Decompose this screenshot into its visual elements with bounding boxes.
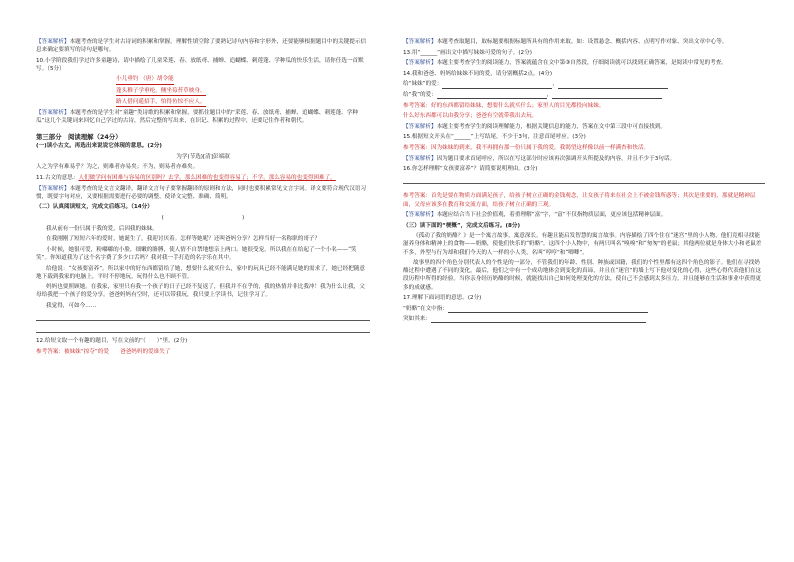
story-paragraph: 妈妈也要照顾她。在我家，家里只有我一个孩子的日子已经不复返了，但我并不在乎的，我的热情并非比我冲！我为什么让我，父母给我把一个孩子的爱分享。爸爸妈妈有空时，还可以带我玩，我只要上学读书，记住学习了。 <box>36 284 365 299</box>
analysis-tag: 【答案解析】 <box>36 109 70 116</box>
question-12: 12.给短文取一个有趣的题目，写在文前的“（ ）”里。(2分) <box>36 338 188 345</box>
answer-line <box>403 176 765 184</box>
analysis-text: 本题主要考查学生的阅读理解能力，根据关键信息的能力，答案在文中第三段中可直接找到。 <box>436 123 666 130</box>
answer-text: 好的东西都留给妹妹，想要什么就买什么；家里人的目光都投向妹妹。 <box>430 102 605 109</box>
subsection-heading-3: （三）读下面的“梗概”，完成文后练习。(8分) <box>403 222 521 229</box>
answer-row: “奶酪”在文中指： <box>403 305 765 313</box>
question-11-answer: 人们做学问有困难与容易的区别吗？去学，那么困难的也变得容易了；不学，那么容易的也变得困难了。 <box>78 175 336 182</box>
analysis-tag: 【答案解析】 <box>403 39 437 45</box>
story-paragraph: 《孤动了我的奶酪？》是一个寓言故事，寓意深长，有趣且能启发智慧的寓言故事。内容描绘了四个住在“迷宫”里的小人物，他们竞相寻找能滋养身体和精神上的食物——奶酪，使他们快乐的“奶酪”。这四个小人物中，有两只叫名“嗅嗅”和“匆匆”的老鼠；其他两位就是身体大小和老鼠差不多，外型与行为却和我们今天的人一样的小人类，名叫“哼哼”和“唧唧”。 <box>403 233 762 256</box>
story-paragraph: 给他说：“女孩要富养”。所以家中的好东西都留给了她，想要什么就买什么，家中的玩具已经不能满足她的需求了，她已经把随意地下载到我家的电脑上，平时不停地玩，玩得什么也不顾不管。 <box>36 265 365 280</box>
poem-answer <box>116 75 370 108</box>
section-heading-part3: 第三部分 阅读理解（24分） <box>36 132 122 141</box>
answer-text: 什么好东西都可以由我分享；爸爸有空就带我出去玩。 <box>403 113 538 120</box>
analysis-tag: 【答案解析】 <box>403 155 437 162</box>
classic-title: 为学(节选)[清]彭端淑 <box>176 153 230 160</box>
left-column <box>36 38 370 358</box>
question-12-answer <box>36 348 370 356</box>
poem-line-2: 路人借问遥招手，怕得鱼惊不应人。 <box>116 98 206 107</box>
story-paragraph: 我从前有一份只属于我的爱，后因我的妹妹。 <box>46 225 158 232</box>
story-title-bracket: ( ) <box>161 215 245 222</box>
subsection-heading-1: (一)读小古文。再选出来说说它体现的意思。(2分) <box>36 143 162 150</box>
question-16-answer <box>403 192 765 208</box>
right-column <box>403 38 765 326</box>
analysis-text: 本题考查的是学生对“童趣”类诗歌的积累和掌握，要抓住题目中的“采莲、春、放纸鸢、捕蝉、追蝴蝶、刺莲蓬、学种瓜”这几个关键词来回忆自己学过的古诗，然后完整的写出来，在识记、积累的过程中，还要记住作者和朝代。 <box>36 109 358 124</box>
analysis-block <box>403 123 765 131</box>
analysis-tag: 【答案解析】 <box>403 123 437 130</box>
analysis-block <box>403 59 765 67</box>
analysis-block <box>403 155 765 163</box>
fill-blank[interactable] <box>442 82 552 89</box>
question-13: 13.用“______”画出文中描写妹妹可爱的句子。(2分) <box>403 49 532 56</box>
analysis-text: 本题应结合当下社会价值观，着重理解“富”字，“富”不仅指物质层面，更应该包括精神层面。 <box>436 212 667 219</box>
fill-blank[interactable] <box>448 306 648 313</box>
analysis-tag: 【答案解析】 <box>36 185 70 192</box>
poem-line-1: 蓬头稚子学垂纶，侧坐莓苔草映身。 <box>116 87 206 96</box>
analysis-text: 本题考查取题目，取标题要根据标题所具有的作用来取。如：设置悬念、概括内容、点明写作对象、突出文章中心等。 <box>436 39 728 45</box>
story-paragraph: 我觉得，可如今…… <box>46 303 97 310</box>
answer-row: 给“我”的爱： ， <box>403 91 765 99</box>
poem-title-line: 小儿垂钓 （唐）胡令能 <box>116 75 174 84</box>
analysis-block <box>36 185 370 201</box>
analysis-block <box>403 211 765 219</box>
analysis-text: 因为题目要求首尾呼应，所以在写这部分时应该再次强调开头所提及的内容，并且不少于3句话。 <box>436 155 676 162</box>
answer-text: 因为妹妹的到来，我不再拥有那一份只属于我的爱，我渴望这样像以前一样满杏和快活。 <box>430 145 650 152</box>
answer-label: 参考答案： <box>36 348 64 355</box>
question-11: 11.古文的意思：人们做学问有困难与容易的区别吗？去学，那么困难的也变得容易了；不学，那么容易的也变得困难了。 <box>36 175 336 182</box>
story-paragraph: 故事里的四个角色分别代表人的个性是的一部分，不管我们的年龄、性别、种族或国籍，我们的个性里都有这四个角色的影子。他们在寻找奶酪过程中遭遇了不同的变化，最后，他们之中有一个成功地体会到变化的真谛，并且在“迷宫”的墙上写下他对变化的心得，这些心得代表他们在这段历程中所得的经验。当你亲身经历奶酪的时候，就能找出自己如何处理变化的方法，使自己不会感到太多压力，并且能够在生活和事业中获得更多的成就感。 <box>403 260 762 291</box>
analysis-text: 本题考查的是文言文翻译，翻译文言句子要掌握翻译的原则和方法，同时也要积累常见文言字词。译文要符合现代汉语习惯，既要字句对应，又要根据需要进行必要的调整，使译文完整、准确、简明。 <box>36 185 367 200</box>
question-14-answer <box>403 102 765 110</box>
analysis-block <box>36 38 370 54</box>
answer-label: 参考答案： <box>403 193 431 200</box>
answer-text: 被妹妹“掠夺”的爱 爸爸妈妈的爱谁失了 <box>63 348 171 355</box>
answer-label: 参考答案： <box>403 102 431 109</box>
answer-row: 给“妹妹”的爱： ， <box>403 80 765 88</box>
subsection-heading-2: （二）认真阅读短文，完成文后练习。（14分） <box>36 204 153 211</box>
analysis-text: 本题考查的是学生对古诗词的积累和掌握。理解性填空除了要熟记诗句内容和字形外，还要能够根据题目中的关键提示信息来确定要填写的诗句是哪句。 <box>36 39 367 54</box>
fill-blank[interactable] <box>558 82 668 89</box>
question-15: 15.根据短文开头在“______”上写结尾，不少于3句，注意首尾呼应。(3分) <box>403 134 586 141</box>
question-16: 16.你怎样理解“女孩要富养”？请简要说明理由。(3分) <box>403 166 538 173</box>
question-10: 10.小学阶段我们学过许多童趣诗，请中描绘了儿童采莲、春、放纸鸢、捕蝉、追蝴蝶、刺莲蓬、学种瓜的快乐生活，请你任选一首默写。（5分） <box>36 57 364 72</box>
answer-row: 突如其来： <box>403 315 765 323</box>
analysis-tag: 【答案解析】 <box>403 212 437 219</box>
answer-text: 首先是要在物质方面满足孩子，给孩子树立正确的金钱观念，让女孩子将来在社会上不被金钱所惑等；其次是重要的，那就是精神层面，父母应该多在教育和交流方面，给孩子树立正确的三观。 <box>403 193 756 208</box>
story-paragraph: 在我刚刚了短短六年的爱时，她诞生了，我迎讨厌着。怎样等她呢？还叫爸妈分享？怎样当好一名称职的哥子？ <box>46 236 321 243</box>
analysis-tag: 【答案解析】 <box>403 60 437 67</box>
analysis-block <box>36 109 370 125</box>
fill-blank[interactable] <box>552 92 662 99</box>
answer-line <box>36 313 370 321</box>
fill-blank[interactable] <box>431 316 646 323</box>
answer-line <box>36 325 370 333</box>
analysis-block <box>403 38 765 46</box>
answer-label: 参考答案： <box>403 145 431 152</box>
fill-blank[interactable] <box>437 92 547 99</box>
classic-text: 人之为学有难易乎？为之，则难者亦易矣；不为，则易者亦难矣。 <box>36 164 199 171</box>
question-15-answer <box>403 144 765 152</box>
question-14: 14.我和爸爸、妈妈给妹妹不同的爱，请分别概括2点。(4分) <box>403 70 553 77</box>
story-paragraph: 小时候，她很可爱，粉嘟嘟的小脸，细嫩的胳膊，使人情不自禁地想亲上两口。她很受宠，所以我在在给起了一个小名——“笑笑”。你知道我为了这个名字费了多少口舌吗？我对我一手打造的名字乐在其中。 <box>36 246 357 261</box>
analysis-tag: 【答案解析】 <box>36 39 70 45</box>
analysis-text: 本题主要考查学生的阅读能力，答案就蕴含在文中第③自然段，仔细阅读就可以找到正确答案，是阅读中常见的考查。 <box>436 60 727 67</box>
question-17: 17.理解下面词语的意思。(2分) <box>403 295 482 302</box>
